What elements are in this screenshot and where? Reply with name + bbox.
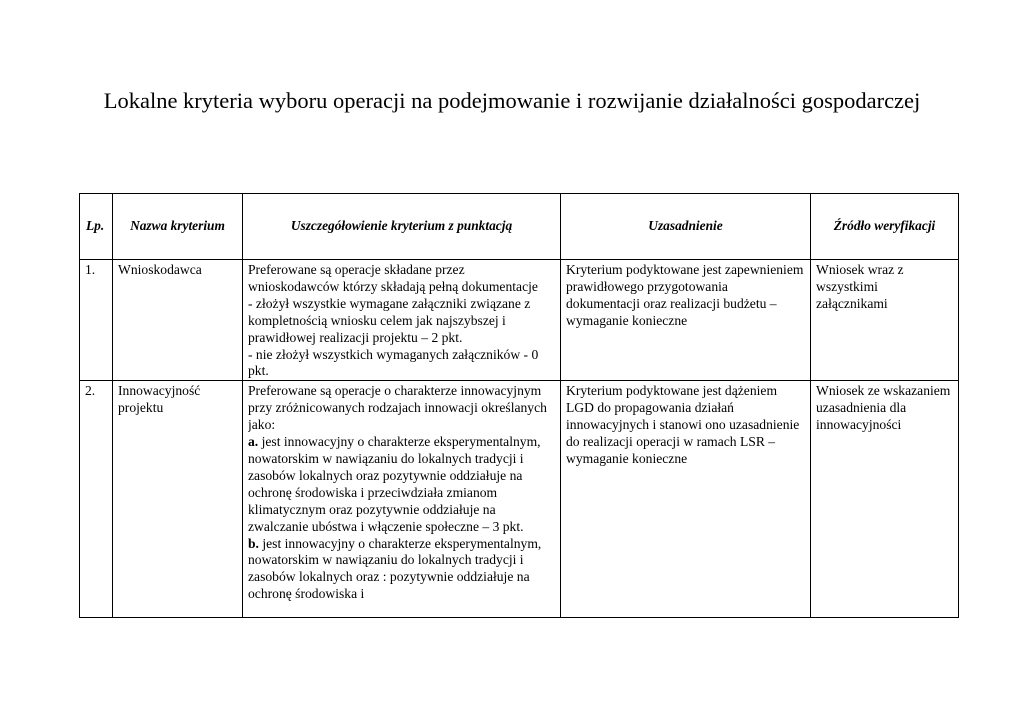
table-header-row xyxy=(80,194,959,260)
row-number: 1. xyxy=(80,260,113,381)
table-row xyxy=(80,260,959,381)
header-source: Źródło weryfikacji xyxy=(811,194,959,260)
table-row xyxy=(80,381,959,618)
details-paragraph: - złożył wszystkie wymagane załączniki związane z kompletnością wniosku celem jak najszybszej i prawidłowej realizacji projektu – 2 pkt. xyxy=(248,295,531,345)
criterion-justification: Kryterium podyktowane jest zapewnieniem prawidłowego przygotowania dokumentacji oraz realizacji budżetu – wymaganie konieczne xyxy=(561,260,811,381)
criterion-name: Wnioskodawca xyxy=(113,260,243,381)
option-text: jest innowacyjny o charakterze eksperymentalnym, nowatorskim w nawiązaniu do lokalnych tradycji i zasobów lokalnych oraz : pozytywnie oddziałuje na ochronę środowiska i xyxy=(248,535,542,602)
criterion-details xyxy=(243,381,561,618)
header-justification: Uzasadnienie xyxy=(561,194,811,260)
header-details: Uszczegółowienie kryterium z punktacją xyxy=(243,194,561,260)
details-option-a xyxy=(248,434,555,535)
option-marker: a. xyxy=(248,434,259,450)
row-number: 2. xyxy=(80,381,113,618)
criterion-name: Innowacyjność projektu xyxy=(113,381,243,618)
details-option-b xyxy=(248,536,555,604)
details-paragraph: - nie złożył wszystkich wymaganych załączników - 0 pkt. xyxy=(248,346,539,379)
verification-source: Wniosek ze wskazaniem uzasadnienia dla innowacyjności xyxy=(811,381,959,618)
option-text: jest innowacyjny o charakterze eksperymentalnym, nowatorskim w nawiązaniu do lokalnych tradycji i zasobów lokalnych oraz pozytywnie oddziałuje na ochronę środowiska i przeciwdziała zmianom klimatycznym oraz pozytywnie oddziałuje na zwalczanie ubóstwa i włączenie społeczne – 3 pkt. xyxy=(248,434,541,534)
header-lp: Lp. xyxy=(80,194,113,260)
verification-source: Wniosek wraz z wszystkimi załącznikami xyxy=(811,260,959,381)
criteria-table xyxy=(79,193,959,618)
header-name: Nazwa kryterium xyxy=(113,194,243,260)
option-marker: b. xyxy=(248,535,259,551)
criterion-details xyxy=(243,260,561,381)
criterion-justification: Kryterium podyktowane jest dążeniem LGD do propagowania działań innowacyjnych i stanowi ono uzasadnienie do realizacji operacji w ramach LSR – wymaganie konieczne xyxy=(561,381,811,618)
details-paragraph: Preferowane są operacje składane przez wnioskodawców którzy składają pełną dokumentacje xyxy=(248,262,538,294)
details-intro: Preferowane są operacje o charakterze innowacyjnym przy zróżnicowanych rodzajach innowacji określanych jako: xyxy=(248,383,547,433)
document-title: Lokalne kryteria wyboru operacji na podejmowanie i rozwijanie działalności gospodarczej xyxy=(103,88,921,113)
